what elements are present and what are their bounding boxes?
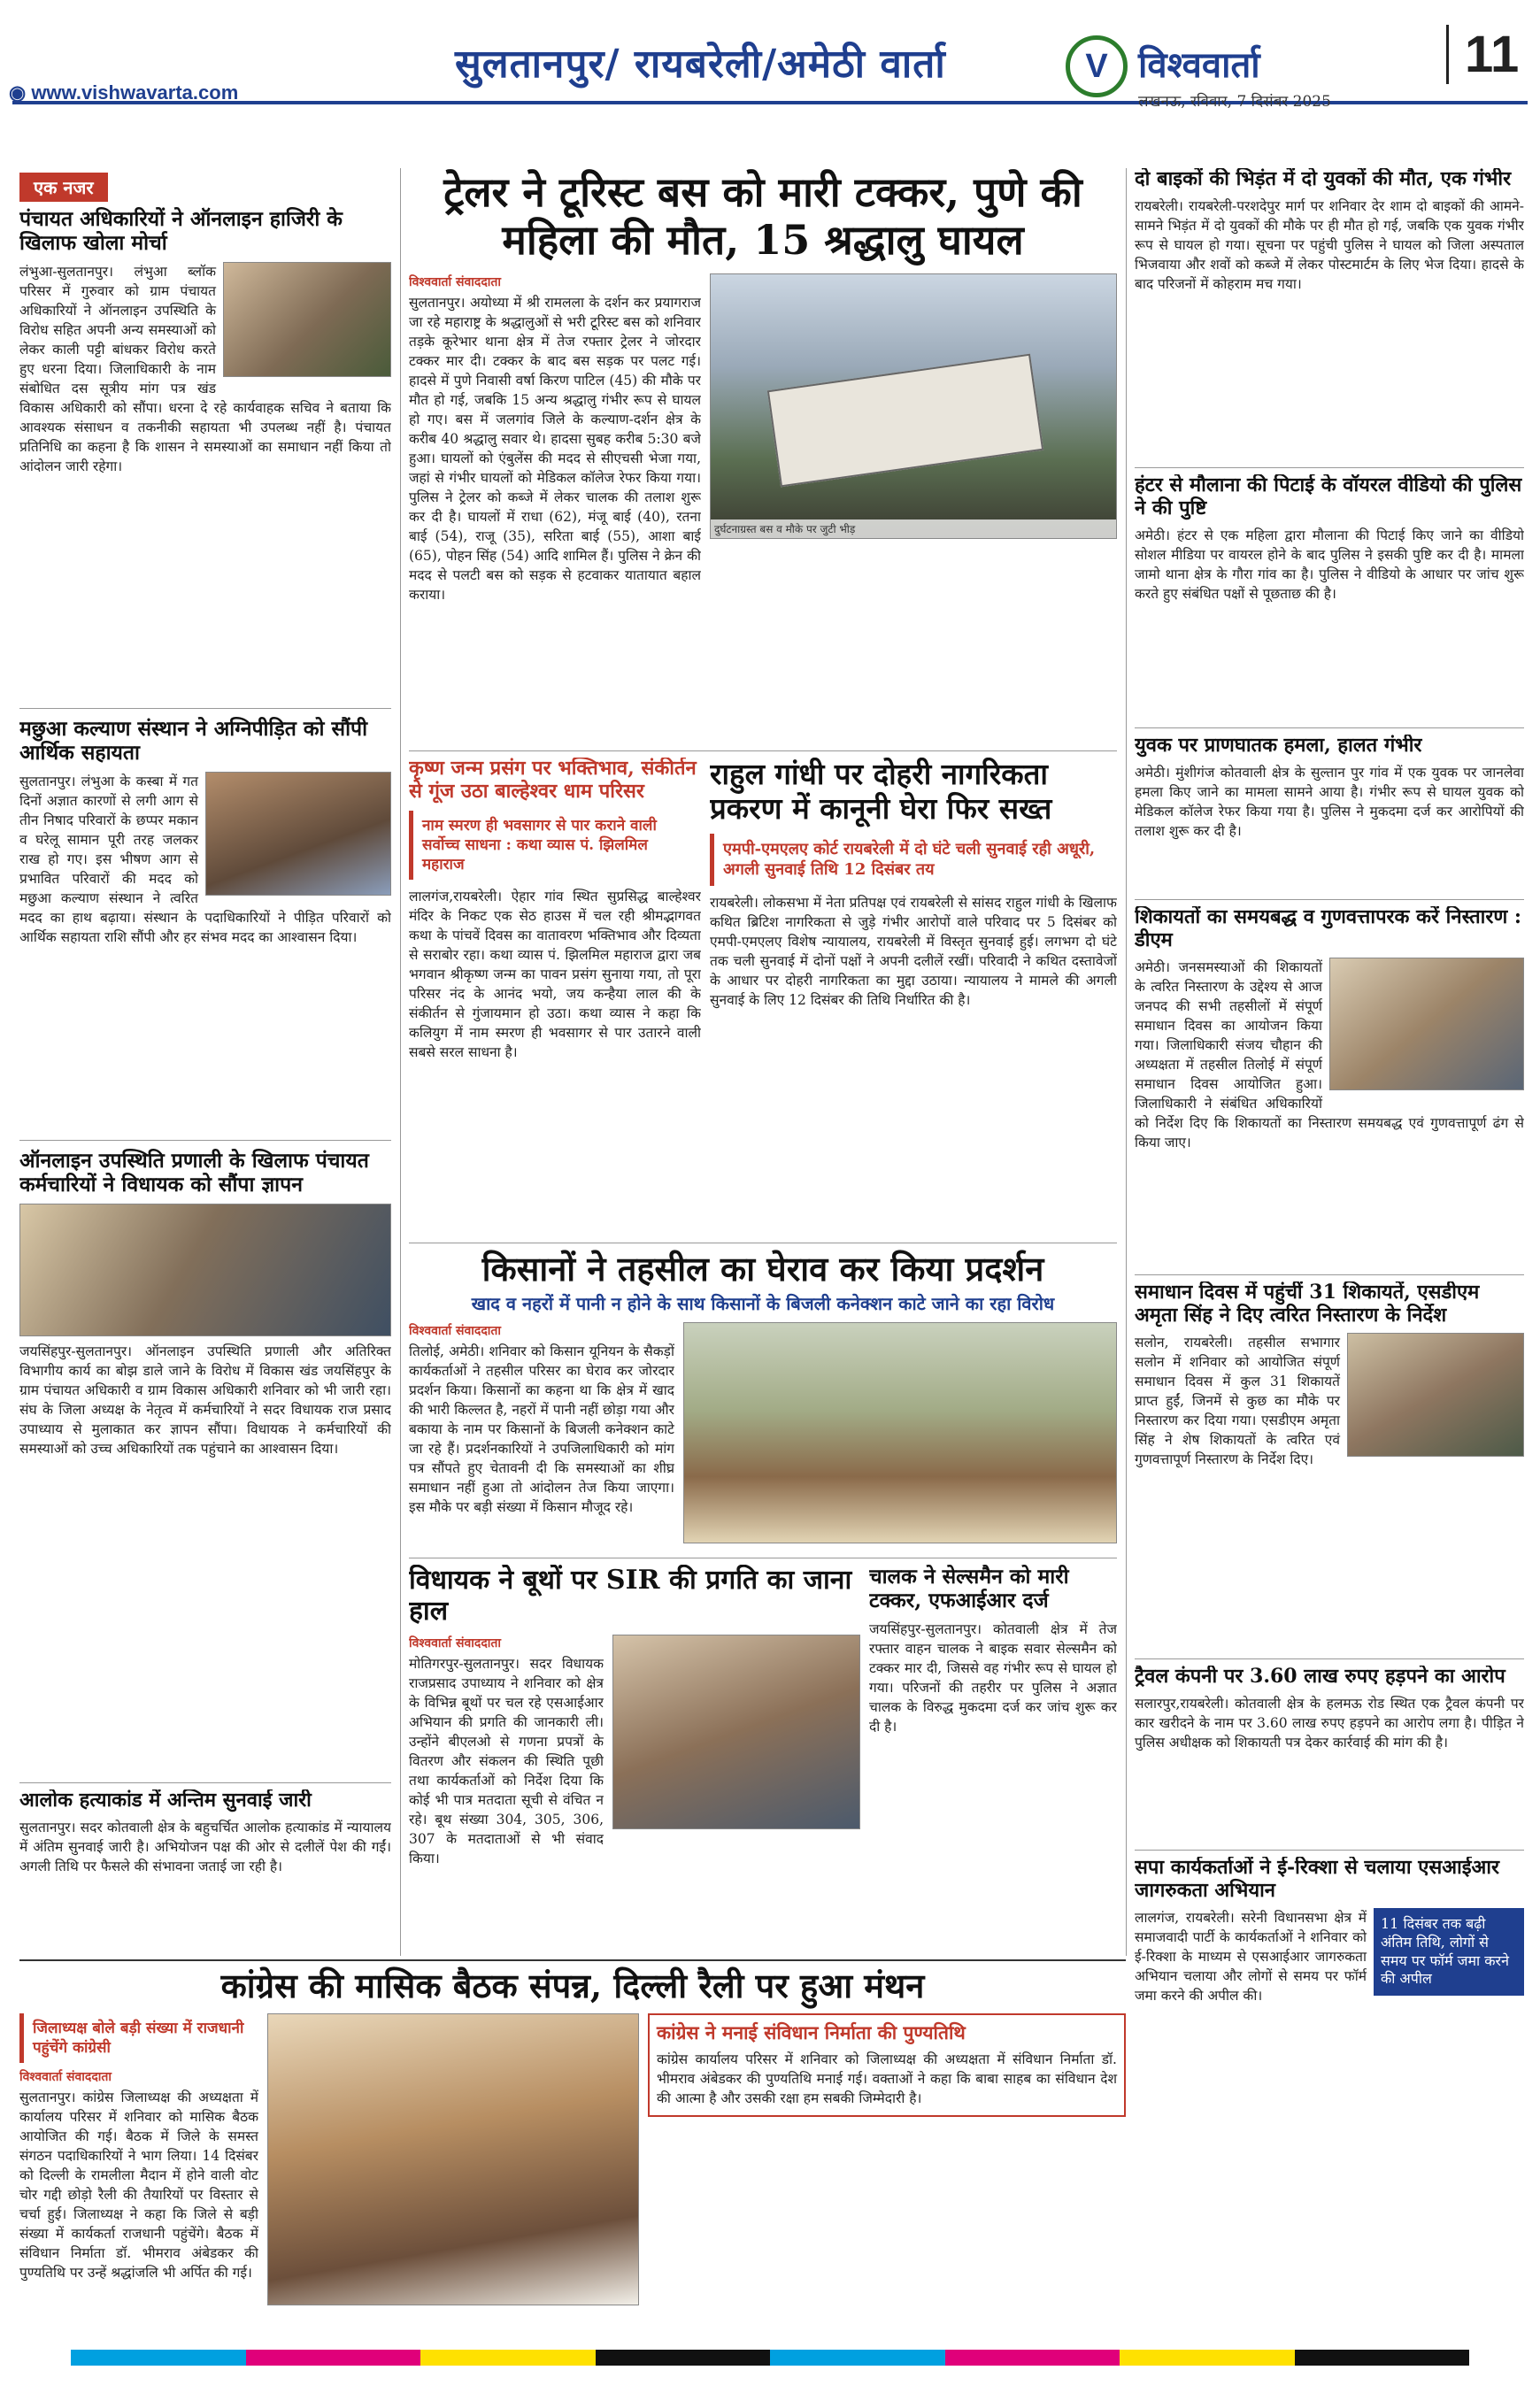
article-dm-grievance [1135,906,1524,1269]
article-body: अमेठी। जनसमस्याओं की शिकायतों के त्वरित निस्तारण के उद्देश्य से आज जनपद की सभी तहसीलों में संपूर्ण समाधान दिवस का आयोजन किया गया। जिलाधिकारी संजय चौहान की अध्यक्षता में तहसील तिलोई में संपूर्ण समाधान दिवस आयोजित हुआ। जिलाधिकारी ने संबंधित अधिकारियों को निर्देश दिए कि शिकायतों का निस्तारण समयबद्ध एवं गुणवत्तापूर्ण ढंग से किया जाए। [1135,958,1524,1150]
column-divider [1126,168,1127,1956]
divider [1135,1658,1524,1659]
article-body: जयसिंहपुर-सुलतानपुर। ऑनलाइन उपस्थिति प्रणाली और अतिरिक्त विभागीय कार्य का बोझ डाले जाने के विरोध में विकास खंड जयसिंहपुर के ग्राम पंचायत अधिकारी व ग्राम विकास अधिकारी शनिवार को भी जारी रहा। संघ के जिला अध्यक्ष के नेतृत्व में कर्मचारियों ने सदर विधायक राज प्रसाद उपाध्याय से मुलाकात कर ज्ञापन सौंपा। विधायक ने कर्मचारियों की समस्याओं को उच्च अधिकारियों तक पहुंचाने का आश्वासन दिया। [19,1343,391,1458]
masthead [12,16,1528,111]
web-icon: ◉ [9,81,32,104]
page-number: 11 [1446,25,1519,84]
website-link[interactable] [9,81,238,104]
ek-nazar-badge: एक नजर [19,173,108,202]
news-photo [19,1204,391,1336]
headline: ट्रैवल कंपनी पर 3.60 लाख रुपए हड़पने का आरोप [1135,1666,1505,1688]
pull-quote: जिलाध्यक्ष बोले बड़ी संख्या में राजधानी पहुंचेंगे कांग्रेसी [19,2013,258,2063]
headline: दो बाइकों की भिड़ंत में दो युवकों की मौत, एक गंभीर [1135,168,1512,190]
column-divider [400,168,401,1956]
ek-nazar-label [19,173,391,203]
article-youth-attack [1135,735,1524,894]
divider [19,1140,391,1141]
headline: राहुल गांधी पर दोहरी नागरिकता प्रकरण में कानूनी घेरा फिर सख्त [710,758,1052,826]
subheadline: खाद व नहरों में पानी न होने के साथ किसानों के बिजली कनेक्शन काटे जाने का रहा विरोध [471,1292,1055,1314]
headline: सपा कार्यकर्ताओं ने ई-रिक्शा से चलाया एसआईआर जागरुकता अभियान [1135,1857,1500,1902]
headline: चालक ने सेल्समैन को मारी टक्कर, एफआईआर दर्ज [869,1565,1069,1613]
color-registration-bar [71,2350,1469,2366]
divider [19,1959,1126,1961]
divider [1135,899,1524,900]
swatch-magenta [945,2350,1120,2366]
byline: विश्ववार्ता संवाददाता [19,2070,112,2085]
article-body: मोतिगरपुर-सुलतानपुर। सदर विधायक राजप्रसाद उपाध्याय ने शनिवार को क्षेत्र के विभिन्न बूथों पर चल रहे एसआईआर अभियान की प्रगति की जानकारी ली। उन्होंने बीएलओ से गणना प्रपत्रों के वितरण और संकलन की स्थिति पूछी तथा कार्यकर्ताओं को निर्देश दिया कि कोई भी पात्र मतदाता सूची से वंचित न रहे। बूथ संख्या 304, 305, 306, 307 के मतदाताओं से भी संवाद किया। [409,1655,604,1866]
article-body: सुलतानपुर। अयोध्या में श्री रामलला के दर्शन कर प्रयागराज जा रहे महाराष्ट्र के श्रद्धालुओं से भरी टूरिस्ट बस को शनिवार तड़के कूरेभार थाना क्षेत्र में तेज रफ्तार ट्रेलर ने जोरदार टक्कर मार दी। टक्कर के बाद बस सड़क पर पलट गई। हादसे में पुणे निवासी वर्षा किरण पाटिल (45) की मौके पर मौत हो गई, जबकि 15 अन्य श्रद्धालु गंभीर रूप से घायल हो गए। बस में जलगांव जिले के कल्याण-दर्शन क्षेत्र के करीब 40 श्रद्धालु सवार थे। हादसा सुबह करीब 5:30 बजे हुआ। घायलों को एंबुलेंस की मदद से सीएचसी भेजा गया, जहां से गंभीर घायलों को मेडिकल कॉलेज रेफर किया गया। पुलिस ने ट्रेलर को कब्जे में लेकर चालक की तलाश शुरू कर दी है। घायलों में राधा (62), मंजू बाई (40), रतना बाई (54), राजू (35), सरिता बाई (55), आशा बाई (65), पोहन सिंह (54) आदि शामिल हैं। पुलिस ने क्रेन की मदद से पलटी बस को सड़क से हटवाकर यातायात बहाल कराया। [409,294,701,603]
lead-headline: ट्रेलर ने टूरिस्ट बस को मारी टक्कर, पुणे की महिला की मौत, 15 श्रद्धालु घायल [443,168,1082,265]
divider [1135,467,1524,468]
article-maulana-video [1135,474,1524,722]
news-photo [1329,958,1524,1090]
swatch-black [1295,2350,1470,2366]
headline: मछुआ कल्याण संस्थान ने अग्निपीड़ित को सौंपी आर्थिक सहायता [19,717,368,766]
divider [1135,727,1524,728]
headline: विधायक ने बूथों पर SIR की प्रगति का जाना हाल [409,1565,852,1628]
ambedkar-box [648,2013,1126,2117]
article-body: सुलतानपुर। सदर कोतवाली क्षेत्र के बहुचर्चित आलोक हत्याकांड में न्यायालय में अंतिम सुनवाई जारी है। अभियोजन पक्ष की ओर से दलीलें पेश की गईं। अगली तिथि पर फैसले की संभावना जताई जा रही है। [19,1819,391,1874]
headline: कांग्रेस की मासिक बैठक संपन्न, दिल्ली रैली पर हुआ मंथन [220,1966,925,2005]
article-bhagwat-katha [409,758,701,1235]
article-body: अमेठी। मुंशीगंज कोतवाली क्षेत्र के सुल्तान पुर गांव में एक युवक पर जानलेवा हमला किए जाने का मामला सामने आया है। गंभीर रूप से घायल युवक को मेडिकल कॉलेज रेफर किया गया है। पुलिस ने मुकदमा दर्ज कर आरोपियों की तलाश शुरू कर दी है। [1135,764,1524,839]
swatch-cyan [770,2350,945,2366]
article-travel-company-fraud [1135,1666,1524,1843]
swatch-yellow [1120,2350,1295,2366]
brand-logo-letter: V [1085,47,1108,85]
headline: ऑनलाइन उपस्थिति प्रणाली के खिलाफ पंचायत कर्मचारियों ने विधायक को सौंपा ज्ञापन [19,1149,369,1197]
article-bike-collision [1135,168,1524,460]
lead-story [409,168,1117,743]
article-body: सलारपुर,रायबरेली। कोतवाली क्षेत्र के हलमऊ रोड स्थित एक ट्रैवल कंपनी पर कार खरीदने के नाम पर 3.60 लाख रुपए हड़पने का आरोप लगा है। पीड़ित ने पुलिस अधीक्षक को शिकायती पत्र देकर कार्रवाई की मांग की है। [1135,1695,1524,1751]
article-body: तिलोई, अमेठी। शनिवार को किसान यूनियन के सैकड़ों कार्यकर्ताओं ने तहसील परिसर का घेराव कर जोरदार प्रदर्शन किया। किसानों का कहना था कि क्षेत्र में खाद की भारी किल्लत है, नहरों में पानी नहीं छोड़ा गया और बकाया के नाम पर किसानों के बिजली कनेक्शन काटे जा रहे हैं। प्रदर्शनकारियों ने उपजिलाधिकारी को मांग पत्र सौंपते हुए चेतावनी दी कि समस्याओं का शीघ्र समाधान नहीं हुआ तो आंदोलन तेज किया जाएगा। इस मौके पर बड़ी संख्या में किसान मौजूद रहे। [409,1343,674,1515]
section-title: सुलतानपुर/ रायबरेली/अमेठी वार्ता [455,42,946,87]
article-online-attendance-memo [19,1149,391,1777]
headline: समाधान दिवस में पहुंचीं 31 शिकायतें, एसडीएम अमृता सिंह ने दिए त्वरित निस्तारण के निर्देश [1135,1281,1480,1327]
website-link-text: www.vishwavarta.com [31,81,239,104]
brand-logo [1066,35,1128,97]
article-body: रायबरेली। लोकसभा में नेता प्रतिपक्ष एवं रायबरेली से सांसद राहुल गांधी के खिलाफ कथित ब्रिटिश नागरिकता से जुड़े गंभीर आरोपों वाले परिवाद पर 5 दिसंबर को एमपी-एमएलए विशेष न्यायालय, रायबरेली में विस्तृत सुनवाई हुई। लगभग दो घंटे तक चली सुनवाई में दोनों पक्षों ने अपनी दलीलें रखीं। परिवादी ने कथित दस्तावेजों के आधार पर दोहरी नागरिकता का मुद्दा उठाया। न्यायालय ने मामले की अगली सुनवाई के लिए 12 दिसंबर की तिथि निर्धारित की है। [710,894,1117,1008]
photo-caption: दुर्घटनाग्रस्त बस व मौके पर जुटी भीड़ [711,519,1116,538]
article-sp-erickshaw [1135,1857,1524,2317]
article-body: लालगंज, रायबरेली। सरेनी विधानसभा क्षेत्र में समाजवादी पार्टी के कार्यकर्ताओं ने शनिवार को ई-रिक्शा के माध्यम से एसआईआर जागरुकता अभियान चलाया और लोगों से समय पर फॉर्म जमा करने की अपील की। [1135,1909,1367,2004]
pull-quote: नाम स्मरण ही भवसागर से पार कराने वाली सर्वोच्च साधना : कथा व्यास पं. झिलमिल महाराज [409,811,701,880]
news-photo [267,2013,639,2305]
article-body: सलोन, रायबरेली। तहसील सभागार सलोन में शनिवार को आयोजित संपूर्ण समाधान दिवस में कुल 31 शिकायतें प्राप्त हुईं, जिनमें से कुछ का मौके पर निस्तारण कर दिया गया। एसडीएम अमृता सिंह ने शेष शिकायतों के त्वरित एवं गुणवत्तापूर्ण निस्तारण के निर्देश दिए। [1135,1334,1340,1467]
headline: शिकायतों का समयबद्ध व गुणवत्तापरक करें निस्तारण : डीएम [1135,906,1522,951]
article-body: अमेठी। हंटर से एक महिला द्वारा मौलाना की पिटाई किए जाने का वीडियो सोशल मीडिया पर वायरल होने के बाद पुलिस ने इसकी पुष्टि कर दी है। मामला जामो थाना क्षेत्र के गौरा गांव का है। पुलिस ने वीडियो के आधार पर जांच शुरू करते हुए संबंधित पक्षों से पूछताछ की है। [1135,527,1524,602]
headline: किसानों ने तहसील का घेराव कर किया प्रदर्शन [481,1250,1044,1289]
article-body: लंभुआ-सुलतानपुर। लंभुआ ब्लॉक परिसर में गुरुवार को ग्राम पंचायत अधिकारियों ने ऑनलाइन उपस्थिति के विरोध सहित अपनी अन्य समस्याओं को लेकर काली पट्टी बांधकर विरोध करते हुए धरना दिया। जिलाधिकारी के नाम संबोधित दस सूत्रीय मांग पत्र खंड विकास अधिकारी को सौंपा। धरना दे रहे कार्यवाहक सचिव ने बताया कि आवश्यक संसाधन व तकनीकी सहायता भी उपलब्ध नहीं है। पंचायत प्रतिनिधि का कहना है कि शासन ने समस्याओं का समाधान नहीं किया तो आंदोलन जारी रहेगा। [19,264,391,475]
headline: कांग्रेस ने मनाई संविधान निर्माता की पुण्यतिथि [657,2020,966,2043]
article-body: जयसिंहपुर-सुलतानपुर। कोतवाली क्षेत्र में तेज रफ्तार वाहन चालक ने बाइक सवार सेल्समैन को टक्कर मार दी, जिससे वह गंभीर रूप से घायल हो गया। परिजनों की तहरीर पर पुलिस ने अज्ञात चालक के विरुद्ध मुकदमा दर्ज कर जांच शुरू कर दी है। [869,1621,1117,1735]
article-body: सुलतानपुर। कांग्रेस जिलाध्यक्ष की अध्यक्षता में कार्यालय परिसर में शनिवार को मासिक बैठक आयोजित की गई। बैठक में जिले के समस्त संगठन पदाधिकारियों ने भाग लिया। 14 दिसंबर को दिल्ली के रामलीला मैदान में होने वाली वोट चोर गद्दी छोड़ो रैली की तैयारियों पर विस्तार से चर्चा हुई। जिलाध्यक्ष ने कहा कि जिले से बड़ी संख्या में कार्यकर्ता राजधानी पहुंचेंगे। बैठक में संविधान निर्माता डॉ. भीमराव अंबेडकर की पुण्यतिथि पर उन्हें श्रद्धांजलि भी अर्पित की गई। [19,2089,258,2282]
article-alok-murder [19,1789,391,1949]
divider [19,1782,391,1783]
byline: विश्ववार्ता संवाददाता [409,274,502,289]
news-photo [205,772,391,896]
article-kisan-protest [409,1250,1117,1551]
news-photo [683,1322,1117,1543]
divider [19,708,391,709]
article-sir-progress [409,1565,860,1954]
notice-box: 11 दिसंबर तक बढ़ी अंतिम तिथि, लोगों से समय पर फॉर्म जमा करने की अपील [1374,1908,1524,1996]
article-body: लालगंज,रायबरेली। ऐहार गांव स्थित सुप्रसिद्ध बाल्हेश्वर मंदिर के निकट एक सेठ हाउस में चल रही श्रीमद्भागवत कथा के पांचवें दिवस का वातावरण भक्तिभाव और दिव्यता से सराबोर रहा। कथा व्यास पं. झिलमिल महाराज द्वारा जब भगवान श्रीकृष्ण जन्म का पावन प्रसंग सुनाया गया, तो पूरा परिसर नंद के आनंद भयो, जय कन्हैया लाल की के संकीर्तन से गुंजायमान हो उठा। कथा व्यास ने कहा कि कलियुग में नाम स्मरण ही भवसागर से पार उतारने वाली सबसे सरल साधना है। [409,889,701,1061]
lead-photo [710,273,1117,539]
headline: पंचायत अधिकारियों ने ऑनलाइन हाजिरी के खिलाफ खोला मोर्चा [19,207,343,256]
pull-quote: एमपी-एमएलए कोर्ट रायबरेली में दो घंटे चली सुनवाई रही अधूरी, अगली सुनवाई तिथि 12 दिसंबर तय [710,834,1117,886]
article-body: सुलतानपुर। लंभुआ के कस्बा में गत दिनों अज्ञात कारणों से लगी आग से तीन निषाद परिवारों के छप्पर मकान व घरेलू सामान पूरी तरह जलकर राख हो गए। इस भीषण आग से प्रभावित परिवारों की मदद को मछुआ कल्याण संस्थान ने त्वरित मदद का हाथ बढ़ाया। संस्थान के पदाधिकारियों ने पीड़ित परिवारों को आर्थिक सहायता राशि सौंपी और हर संभव मदद का आश्वासन दिया। [19,773,391,946]
brand-name: विश्ववार्ता [1138,44,1260,86]
swatch-magenta [246,2350,421,2366]
divider [409,750,1117,751]
byline: विश्ववार्ता संवाददाता [409,1323,502,1338]
article-samadhan-diwas [1135,1281,1524,1653]
article-panchayat-attendance [19,207,391,703]
dateline: लखनऊ, रविवार, 7 दिसंबर 2025 [1138,93,1331,111]
headline: आलोक हत्याकांड में अन्तिम सुनवाई जारी [19,1789,312,1812]
byline: विश्ववार्ता संवाददाता [409,1635,502,1651]
swatch-yellow [420,2350,596,2366]
news-photo [612,1635,860,1829]
article-body: कांग्रेस कार्यालय परिसर में शनिवार को जिलाध्यक्ष की अध्यक्षता में संविधान निर्माता डॉ. भीमराव अंबेडकर की पुण्यतिथि मनाई गई। वक्ताओं ने कहा कि बाबा साहब का संविधान देश की आत्मा है और उसकी रक्षा हम सबकी जिम्मेदारी है। [657,2051,1117,2106]
article-chalak-salesman [869,1565,1117,1954]
divider [1135,1274,1524,1275]
headline: युवक पर प्राणघातक हमला, हालत गंभीर [1135,735,1422,757]
headline: हंटर से मौलाना की पिटाई के वॉयरल वीडियो की पुलिस ने की पुष्टि [1135,474,1522,519]
swatch-cyan [71,2350,246,2366]
bus-shape [767,353,1043,487]
news-photo [223,262,391,377]
news-photo [1347,1333,1524,1457]
article-body: रायबरेली। रायबरेली-परशदेपुर मार्ग पर शनिवार देर शाम दो बाइकों की आमने-सामने भिड़ंत में दो युवकों की मौके पर ही मौत हो गई, जबकि एक युवक गंभीर रूप से घायल हो गया। सूचना पर पहुंची पुलिस ने घायल को जिला अस्पताल भिजवाया और शवों को कब्जे में लेकर पोस्टमार्टम के लिए भेज दिया। हादसे के बाद परिजनों में कोहराम मच गया। [1135,197,1524,292]
article-rahul-citizenship [710,758,1117,1235]
swatch-black [596,2350,771,2366]
article-congress-meeting [19,1966,1126,2338]
headline: कृष्ण जन्म प्रसंग पर भक्तिभाव, संकीर्तन से गूंज उठा बाल्हेश्वर धाम परिसर [409,758,697,803]
divider [1135,1850,1524,1851]
article-machhua-kalyan [19,717,391,1133]
